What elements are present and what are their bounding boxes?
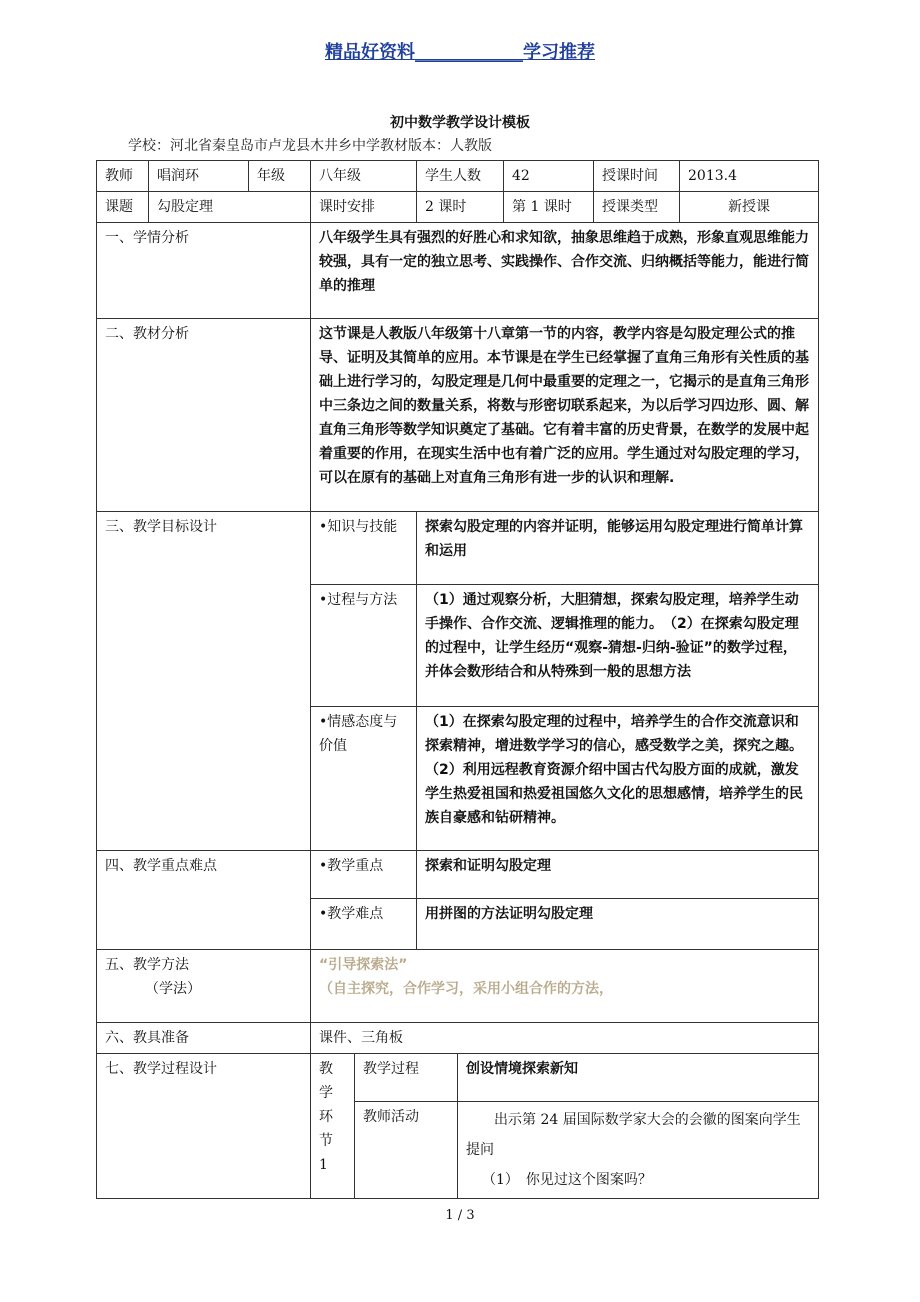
process-text: （1）通过观察分析，大胆猜想，探索勾股定理，培养学生动手操作、合作交流、逻辑推理的能力。 （2）在探索勾股定理的过程中，让学生经历“观察-猜想-归纳-验证”的数学过程，并体会数形结合和从特殊到一般的思想方法 (417, 585, 819, 707)
school-line: 学校：河北省秦皇岛市卢龙县木井乡中学教材版本：人教版 (128, 138, 492, 154)
time-label: 授课时间 (594, 161, 680, 192)
section5-label (97, 950, 311, 1023)
process-label: •过程与方法 (311, 585, 417, 707)
session-value: 第 1 课时 (504, 192, 594, 223)
type-value: 新授课 (680, 192, 819, 223)
students-value: 42 (504, 161, 594, 192)
grade-value: 八年级 (311, 161, 417, 192)
topic-value: 勾股定理 (149, 192, 311, 223)
teacher-value: 唱润环 (149, 161, 249, 192)
topic-label: 课题 (97, 192, 149, 223)
knowledge-label: •知识与技能 (311, 512, 417, 585)
difficulty-text: 用拼图的方法证明勾股定理 (417, 899, 819, 950)
grade-label: 年级 (249, 161, 311, 192)
teacher-activity-text-1: 出示第 24 届国际数学家大会的会徽的图案向学生提问 (466, 1112, 801, 1158)
section2-label: 二、教材分析 (97, 319, 311, 512)
method-name: “引导探索法” (319, 957, 408, 973)
step-label: 教学环节 1 (311, 1054, 355, 1199)
teacher-activity-label: 教师活动 (355, 1102, 458, 1199)
process-step-label: 教学过程 (355, 1054, 458, 1102)
section1-label: 一、学情分析 (97, 223, 311, 319)
method-detail: （自主探究，合作学习，采用小组合作的方法， (319, 981, 613, 997)
process-step-text: 创设情境探索新知 (458, 1054, 819, 1102)
hours-value: 2 课时 (417, 192, 504, 223)
section1-text: 八年级学生具有强烈的好胜心和求知欲，抽象思维趋于成熟，形象直观思维能力较强，具有一定的独立思考、实践操作、合作交流、归纳概括等能力，能进行简单的推理 (311, 223, 819, 319)
section5-text (311, 950, 819, 1023)
banner-dashes: ____________ (415, 42, 523, 63)
time-value: 2013.4 (680, 161, 819, 192)
section2-text: 这节课是人教版八年级第十八章第一节的内容，教学内容是勾股定理公式的推导、证明及其简单的应用。本节课是在学生已经掌握了直角三角形有关性质的基础上进行学习的，勾股定理是几何中最重要的定理之一，它揭示的是直角三角形中三条边之间的数量关系，将数与形密切联系起来，为以后学习四边形、圆、解直角三角形等数学知识奠定了基础。它有着丰富的历史背景，在数学的发展中起着重要的作用，在现实生活中也有着广泛的应用。学生通过对勾股定理的学习，可以在原有的基础上对直角三角形有进一步的认识和理解. (311, 319, 819, 512)
teacher-activity-text-2: （1） 你见过这个图案吗？ (482, 1172, 652, 1188)
section7-label: 七、教学过程设计 (97, 1054, 311, 1199)
teacher-activity-text (458, 1102, 819, 1199)
section3-label: 三、教学目标设计 (97, 512, 311, 851)
difficulty-label: •教学难点 (311, 899, 417, 950)
students-label: 学生人数 (417, 161, 504, 192)
lesson-plan-table (96, 160, 819, 1199)
emotion-text (417, 707, 819, 851)
section6-text: 课件、三角板 (311, 1023, 819, 1054)
banner-left: 精品好资料 (325, 42, 415, 63)
section5-label-1: 五、教学方法 (105, 957, 189, 973)
emotion-label: •情感态度与价值 (311, 707, 417, 851)
type-label: 授课类型 (594, 192, 680, 223)
section4-label: 四、教学重点难点 (97, 851, 311, 950)
key-point-text: 探索和证明勾股定理 (417, 851, 819, 899)
emotion-text-2: （2）利用远程教育资源介绍中国古代勾股方面的成就，激发学生热爱祖国和热爱祖国悠久文化的思想感情，培养学生的民族自豪感和钻研精神。 (425, 762, 803, 826)
banner-right: 学习推荐 (523, 42, 595, 63)
hours-label: 课时安排 (311, 192, 417, 223)
knowledge-text: 探索勾股定理的内容并证明，能够运用勾股定理进行简单计算和运用 (417, 512, 819, 585)
section6-label: 六、教具准备 (97, 1023, 311, 1054)
page-number: 1 / 3 (445, 1208, 475, 1223)
teacher-label: 教师 (97, 161, 149, 192)
header-banner (0, 38, 920, 64)
section5-label-2: （学法） (145, 981, 201, 997)
key-point-label: •教学重点 (311, 851, 417, 899)
emotion-text-1: （1）在探索勾股定理的过程中，培养学生的合作交流意识和探索精神，增进数学学习的信心，感受数学之美，探究之趣。 (425, 714, 803, 754)
document-title: 初中数学教学设计模板 (390, 115, 530, 131)
